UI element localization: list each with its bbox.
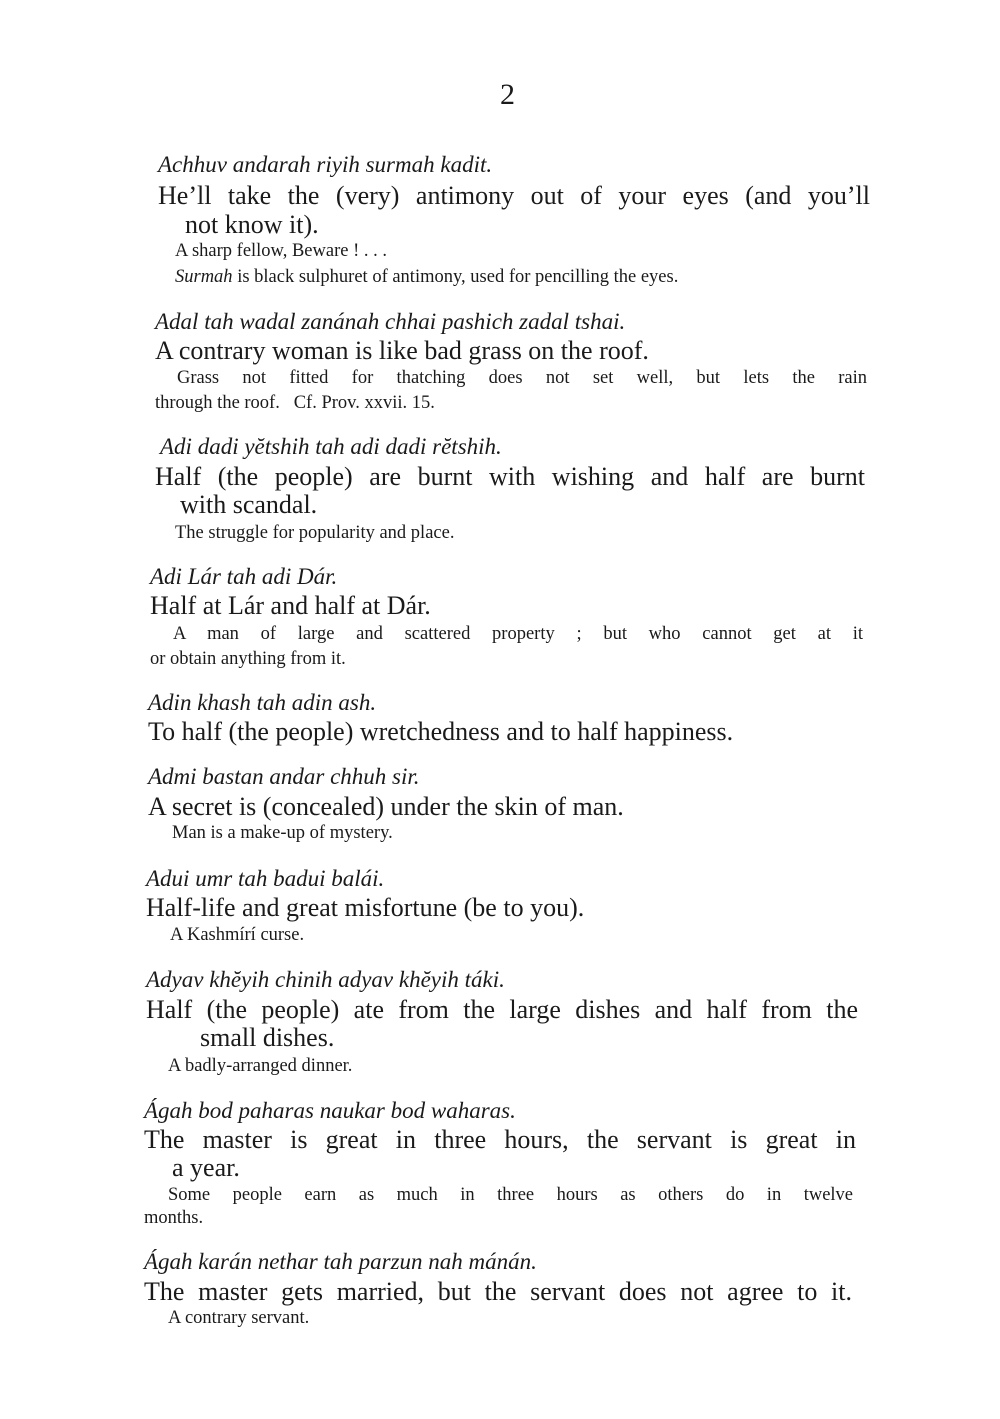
proverb-note <box>175 268 678 287</box>
proverb-kashmiri: Ágah karán nethar tah parzun nah mánán. <box>144 1249 537 1274</box>
proverb-kashmiri: Adin khash tah adin ash. <box>148 690 377 715</box>
proverb-note: A badly-arranged dinner. <box>168 1056 353 1076</box>
proverb-note: or obtain anything from it. <box>150 649 346 669</box>
proverb-translation: Half at Lár and half at Dár. <box>150 591 431 620</box>
proverb-translation: A secret is (concealed) under the skin of man. <box>148 792 624 821</box>
proverb-translation: The master gets married, but the servant does not agree to it. <box>144 1277 852 1306</box>
proverb-kashmiri: Ágah bod paharas naukar bod waharas. <box>144 1098 516 1123</box>
proverb-translation: Half (the people) ate from the large dishes and half from the <box>146 995 858 1024</box>
proverb-note: Man is a make-up of mystery. <box>172 823 393 843</box>
proverb-note: Some people earn as much in three hours as others do in twelve <box>168 1185 853 1205</box>
proverb-note: months. <box>144 1208 204 1228</box>
proverb-kashmiri: Adyav khĕyih chinih adyav khĕyih táki. <box>146 967 505 992</box>
proverb-translation: The master is great in three hours, the servant is great in <box>144 1125 856 1154</box>
page-number: 2 <box>500 78 515 111</box>
proverb-translation: Half (the people) are burnt with wishing and half are burnt <box>155 462 865 491</box>
proverb-translation: To half (the people) wretchedness and to half happiness. <box>148 717 734 746</box>
proverb-translation: a year. <box>172 1153 240 1182</box>
proverb-kashmiri: Adui umr tah badui balái. <box>146 866 385 891</box>
proverb-kashmiri: Achhuv andarah riyih surmah kadit. <box>158 152 493 177</box>
proverb-translation: A contrary woman is like bad grass on the roof. <box>155 336 649 365</box>
proverb-kashmiri: Adal tah wadal zanánah chhai pashich zadal tshai. <box>155 309 626 334</box>
proverb-translation: He’ll take the (very) antimony out of your eyes (and you’ll <box>158 181 870 210</box>
proverb-translation: with scandal. <box>180 490 318 519</box>
proverb-kashmiri: Admi bastan andar chhuh sir. <box>148 764 420 789</box>
proverb-note: through the roof. Cf. Prov. xxvii. 15. <box>155 393 435 413</box>
proverb-kashmiri: Adi dadi yĕtshih tah adi dadi rĕtshih. <box>160 434 502 459</box>
proverb-translation: not know it). <box>185 210 319 239</box>
proverb-note: A Kashmírí curse. <box>170 925 305 945</box>
note-text: is black sulphuret of antimony, used for pencilling the eyes. <box>237 267 679 287</box>
proverb-note: The struggle for popularity and place. <box>175 523 455 543</box>
proverb-note: A contrary servant. <box>168 1308 310 1328</box>
note-italic-word: Surmah <box>175 267 233 287</box>
proverb-note: A man of large and scattered property ; but who cannot get at it <box>173 624 863 644</box>
proverb-translation: small dishes. <box>200 1023 335 1052</box>
proverb-translation: Half-life and great misfortune (be to you). <box>146 893 585 922</box>
proverb-kashmiri: Adi Lár tah adi Dár. <box>150 564 338 589</box>
proverb-note: Grass not fitted for thatching does not set well, but lets the rain <box>177 368 867 388</box>
proverb-note: A sharp fellow, Beware ! . . . <box>175 241 388 261</box>
